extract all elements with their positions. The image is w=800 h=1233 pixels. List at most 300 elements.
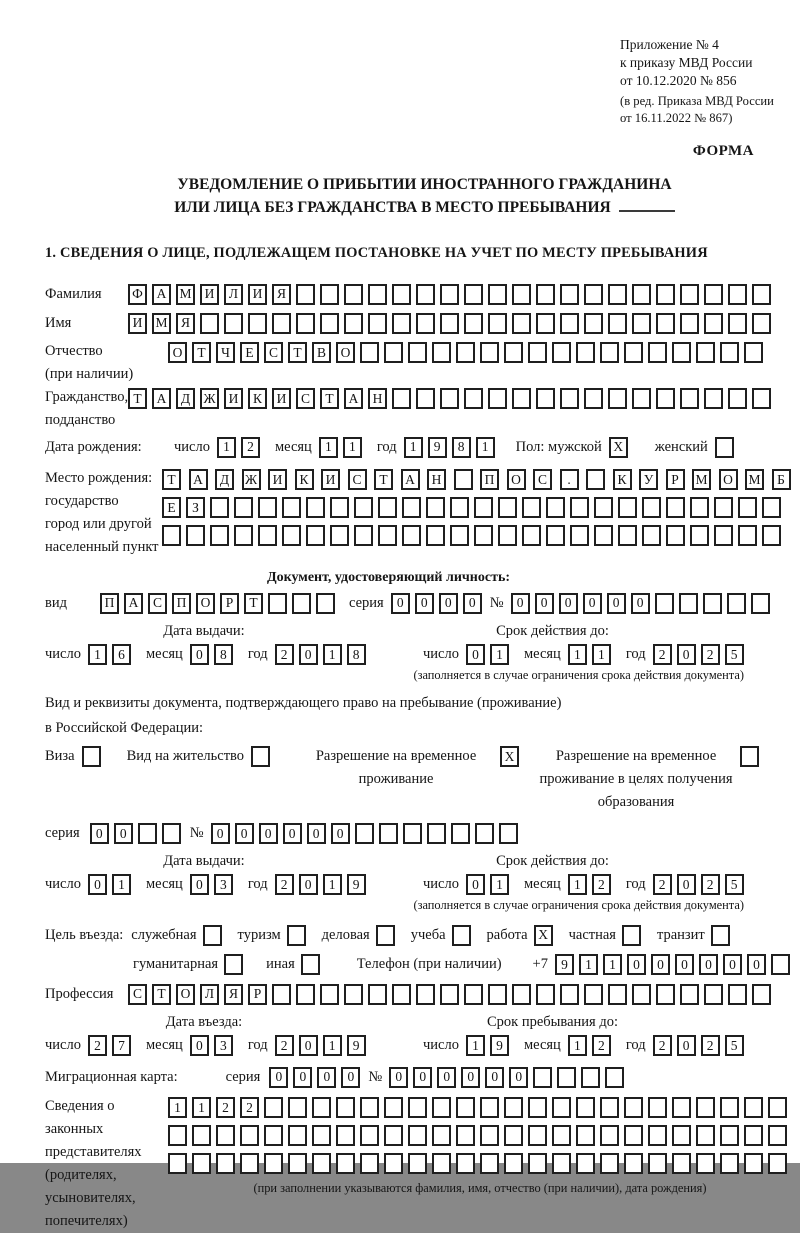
form-cell[interactable] (403, 823, 422, 844)
form-cell[interactable] (376, 925, 395, 946)
form-cell[interactable] (312, 1097, 331, 1118)
form-cell[interactable] (594, 525, 613, 546)
form-cell[interactable]: 0 (299, 874, 318, 895)
form-cell[interactable]: Н (368, 388, 387, 409)
form-cell[interactable]: 2 (88, 1035, 107, 1056)
form-cell[interactable] (432, 1153, 451, 1174)
form-cell[interactable]: 2 (701, 874, 720, 895)
form-cell[interactable] (632, 313, 651, 334)
form-cell[interactable] (768, 1125, 787, 1146)
form-cell[interactable] (408, 1125, 427, 1146)
form-cell[interactable]: 2 (701, 1035, 720, 1056)
form-cell[interactable] (224, 954, 243, 975)
form-cell[interactable] (552, 1125, 571, 1146)
form-cell[interactable] (464, 313, 483, 334)
form-cell[interactable] (162, 823, 181, 844)
form-cell[interactable]: 8 (347, 644, 366, 665)
form-cell[interactable] (210, 525, 229, 546)
form-cell[interactable] (648, 1097, 667, 1118)
form-cell[interactable] (608, 388, 627, 409)
form-cell[interactable] (464, 284, 483, 305)
form-cell[interactable]: 1 (490, 644, 509, 665)
form-cell[interactable] (512, 284, 531, 305)
form-cell[interactable]: Р (220, 593, 239, 614)
form-cell[interactable] (360, 342, 379, 363)
form-cell[interactable] (408, 342, 427, 363)
form-cell[interactable]: М (176, 284, 195, 305)
form-cell[interactable] (618, 525, 637, 546)
form-cell[interactable]: 0 (413, 1067, 432, 1088)
form-cell[interactable]: Т (152, 984, 171, 1005)
form-cell[interactable] (704, 284, 723, 305)
form-cell[interactable] (504, 1153, 523, 1174)
form-cell[interactable] (552, 1097, 571, 1118)
form-cell[interactable] (440, 284, 459, 305)
form-cell[interactable] (480, 1153, 499, 1174)
form-cell[interactable] (452, 925, 471, 946)
form-cell[interactable] (384, 1125, 403, 1146)
form-cell[interactable] (474, 497, 493, 518)
form-cell[interactable] (512, 313, 531, 334)
form-cell[interactable]: 0 (535, 593, 554, 614)
form-cell[interactable] (450, 525, 469, 546)
form-cell[interactable]: 0 (461, 1067, 480, 1088)
form-cell[interactable] (378, 497, 397, 518)
form-cell[interactable] (714, 497, 733, 518)
form-cell[interactable] (704, 984, 723, 1005)
form-cell[interactable] (576, 1153, 595, 1174)
form-cell[interactable] (512, 388, 531, 409)
form-cell[interactable] (672, 1153, 691, 1174)
form-cell[interactable]: 0 (389, 1067, 408, 1088)
form-cell[interactable]: А (124, 593, 143, 614)
form-cell[interactable] (576, 1125, 595, 1146)
form-cell[interactable] (355, 823, 374, 844)
form-cell[interactable] (240, 1153, 259, 1174)
form-cell[interactable] (186, 525, 205, 546)
form-cell[interactable] (440, 984, 459, 1005)
form-cell[interactable] (456, 1097, 475, 1118)
form-cell[interactable] (728, 984, 747, 1005)
form-cell[interactable] (402, 525, 421, 546)
form-cell[interactable] (752, 984, 771, 1005)
form-cell[interactable]: X (500, 746, 519, 767)
form-cell[interactable] (656, 284, 675, 305)
form-cell[interactable] (672, 1097, 691, 1118)
form-cell[interactable] (488, 984, 507, 1005)
form-cell[interactable]: 0 (437, 1067, 456, 1088)
form-cell[interactable]: 0 (317, 1067, 336, 1088)
form-cell[interactable] (288, 1097, 307, 1118)
form-cell[interactable] (288, 1153, 307, 1174)
form-cell[interactable] (711, 925, 730, 946)
form-cell[interactable] (600, 1097, 619, 1118)
form-cell[interactable]: 1 (603, 954, 622, 975)
form-cell[interactable]: 9 (347, 1035, 366, 1056)
form-cell[interactable] (488, 388, 507, 409)
form-cell[interactable] (251, 746, 270, 767)
form-cell[interactable]: 1 (323, 644, 342, 665)
form-cell[interactable]: Р (666, 469, 685, 490)
form-cell[interactable] (296, 313, 315, 334)
form-cell[interactable]: 1 (579, 954, 598, 975)
form-cell[interactable] (354, 525, 373, 546)
form-cell[interactable] (301, 954, 320, 975)
form-cell[interactable] (584, 284, 603, 305)
form-cell[interactable]: 2 (701, 644, 720, 665)
form-cell[interactable] (624, 1097, 643, 1118)
form-cell[interactable] (368, 984, 387, 1005)
form-cell[interactable]: 1 (404, 437, 423, 458)
form-cell[interactable] (536, 284, 555, 305)
form-cell[interactable]: 9 (347, 874, 366, 895)
form-cell[interactable] (608, 313, 627, 334)
form-cell[interactable]: Л (224, 284, 243, 305)
form-cell[interactable] (768, 1153, 787, 1174)
form-cell[interactable] (306, 525, 325, 546)
form-cell[interactable] (728, 313, 747, 334)
form-cell[interactable]: 2 (653, 874, 672, 895)
form-cell[interactable] (570, 525, 589, 546)
form-cell[interactable] (679, 593, 698, 614)
form-cell[interactable] (392, 984, 411, 1005)
form-cell[interactable]: 1 (343, 437, 362, 458)
form-cell[interactable] (546, 525, 565, 546)
form-cell[interactable] (268, 593, 287, 614)
form-cell[interactable]: Т (162, 469, 181, 490)
form-cell[interactable] (82, 746, 101, 767)
form-cell[interactable] (480, 1125, 499, 1146)
form-cell[interactable]: Т (320, 388, 339, 409)
form-cell[interactable] (727, 593, 746, 614)
form-cell[interactable] (272, 984, 291, 1005)
form-cell[interactable] (416, 388, 435, 409)
form-cell[interactable] (576, 342, 595, 363)
form-cell[interactable] (586, 469, 605, 490)
form-cell[interactable]: 0 (699, 954, 718, 975)
form-cell[interactable] (504, 1125, 523, 1146)
form-cell[interactable]: С (348, 469, 367, 490)
form-cell[interactable]: С (128, 984, 147, 1005)
form-cell[interactable] (216, 1153, 235, 1174)
form-cell[interactable] (762, 525, 781, 546)
form-cell[interactable] (728, 284, 747, 305)
form-cell[interactable] (240, 1125, 259, 1146)
form-cell[interactable] (584, 313, 603, 334)
form-cell[interactable] (330, 525, 349, 546)
form-cell[interactable] (480, 1097, 499, 1118)
form-cell[interactable]: О (336, 342, 355, 363)
form-cell[interactable] (450, 497, 469, 518)
form-cell[interactable] (648, 342, 667, 363)
form-cell[interactable]: 3 (214, 874, 233, 895)
form-cell[interactable]: 2 (592, 1035, 611, 1056)
form-cell[interactable] (528, 342, 547, 363)
form-cell[interactable] (744, 1125, 763, 1146)
form-cell[interactable]: 1 (192, 1097, 211, 1118)
form-cell[interactable] (451, 823, 470, 844)
form-cell[interactable]: 0 (511, 593, 530, 614)
form-cell[interactable]: Т (192, 342, 211, 363)
form-cell[interactable] (680, 984, 699, 1005)
form-cell[interactable]: 5 (725, 1035, 744, 1056)
form-cell[interactable]: К (613, 469, 632, 490)
form-cell[interactable] (696, 1097, 715, 1118)
form-cell[interactable]: 9 (490, 1035, 509, 1056)
form-cell[interactable]: 2 (592, 874, 611, 895)
form-cell[interactable] (344, 313, 363, 334)
form-cell[interactable] (752, 313, 771, 334)
form-cell[interactable]: 3 (214, 1035, 233, 1056)
form-cell[interactable]: Я (272, 284, 291, 305)
form-cell[interactable] (440, 313, 459, 334)
form-cell[interactable] (720, 1125, 739, 1146)
form-cell[interactable]: Д (176, 388, 195, 409)
form-cell[interactable] (624, 342, 643, 363)
form-cell[interactable] (624, 1153, 643, 1174)
form-cell[interactable]: 0 (559, 593, 578, 614)
form-cell[interactable] (416, 284, 435, 305)
form-cell[interactable] (306, 497, 325, 518)
form-cell[interactable]: Я (224, 984, 243, 1005)
form-cell[interactable] (522, 497, 541, 518)
form-cell[interactable] (704, 313, 723, 334)
form-cell[interactable]: 1 (217, 437, 236, 458)
form-cell[interactable] (168, 1153, 187, 1174)
form-cell[interactable]: 0 (190, 1035, 209, 1056)
form-cell[interactable]: В (312, 342, 331, 363)
form-cell[interactable]: И (224, 388, 243, 409)
form-cell[interactable] (656, 313, 675, 334)
form-cell[interactable] (498, 525, 517, 546)
form-cell[interactable]: Я (176, 313, 195, 334)
form-cell[interactable] (499, 823, 518, 844)
form-cell[interactable] (408, 1097, 427, 1118)
form-cell[interactable] (464, 388, 483, 409)
form-cell[interactable] (720, 1153, 739, 1174)
form-cell[interactable] (533, 1067, 552, 1088)
form-cell[interactable]: 2 (275, 874, 294, 895)
form-cell[interactable]: Д (215, 469, 234, 490)
form-cell[interactable]: Е (240, 342, 259, 363)
form-cell[interactable] (475, 823, 494, 844)
form-cell[interactable] (384, 1153, 403, 1174)
form-cell[interactable] (426, 497, 445, 518)
form-cell[interactable]: И (128, 313, 147, 334)
form-cell[interactable] (680, 284, 699, 305)
form-cell[interactable] (296, 984, 315, 1005)
form-cell[interactable]: 0 (190, 874, 209, 895)
form-cell[interactable] (368, 313, 387, 334)
form-cell[interactable] (344, 984, 363, 1005)
form-cell[interactable]: А (401, 469, 420, 490)
form-cell[interactable] (751, 593, 770, 614)
form-cell[interactable] (605, 1067, 624, 1088)
form-cell[interactable]: К (248, 388, 267, 409)
form-cell[interactable] (292, 593, 311, 614)
form-cell[interactable] (312, 1125, 331, 1146)
form-cell[interactable] (216, 1125, 235, 1146)
form-cell[interactable] (696, 1125, 715, 1146)
form-cell[interactable]: А (189, 469, 208, 490)
form-cell[interactable] (608, 984, 627, 1005)
form-cell[interactable] (512, 984, 531, 1005)
form-cell[interactable] (234, 525, 253, 546)
form-cell[interactable]: И (248, 284, 267, 305)
form-cell[interactable] (203, 925, 222, 946)
form-cell[interactable]: 6 (112, 644, 131, 665)
form-cell[interactable] (656, 388, 675, 409)
form-cell[interactable] (192, 1125, 211, 1146)
form-cell[interactable]: 2 (653, 644, 672, 665)
form-cell[interactable]: 1 (88, 644, 107, 665)
form-cell[interactable]: 0 (299, 644, 318, 665)
form-cell[interactable]: 0 (466, 644, 485, 665)
form-cell[interactable]: Б (772, 469, 791, 490)
form-cell[interactable]: 2 (275, 644, 294, 665)
form-cell[interactable] (762, 497, 781, 518)
form-cell[interactable] (392, 284, 411, 305)
form-cell[interactable]: Т (374, 469, 393, 490)
form-cell[interactable] (432, 1097, 451, 1118)
form-cell[interactable]: 1 (466, 1035, 485, 1056)
form-cell[interactable] (771, 954, 790, 975)
form-cell[interactable] (672, 1125, 691, 1146)
form-cell[interactable] (744, 1097, 763, 1118)
form-cell[interactable]: 0 (485, 1067, 504, 1088)
form-cell[interactable]: К (295, 469, 314, 490)
form-cell[interactable]: 0 (331, 823, 350, 844)
form-cell[interactable]: Н (427, 469, 446, 490)
form-cell[interactable] (384, 1097, 403, 1118)
form-cell[interactable] (258, 497, 277, 518)
form-cell[interactable] (416, 984, 435, 1005)
form-cell[interactable] (600, 1153, 619, 1174)
form-cell[interactable] (272, 313, 291, 334)
form-cell[interactable]: С (296, 388, 315, 409)
form-cell[interactable]: П (480, 469, 499, 490)
form-cell[interactable] (288, 1125, 307, 1146)
form-cell[interactable]: 1 (476, 437, 495, 458)
form-cell[interactable] (536, 313, 555, 334)
form-cell[interactable] (360, 1153, 379, 1174)
form-cell[interactable]: 1 (323, 1035, 342, 1056)
form-cell[interactable] (536, 388, 555, 409)
form-cell[interactable]: Р (248, 984, 267, 1005)
form-cell[interactable] (584, 984, 603, 1005)
form-cell[interactable] (427, 823, 446, 844)
form-cell[interactable]: 0 (677, 1035, 696, 1056)
form-cell[interactable]: О (176, 984, 195, 1005)
form-cell[interactable]: О (507, 469, 526, 490)
form-cell[interactable] (336, 1125, 355, 1146)
form-cell[interactable]: 0 (293, 1067, 312, 1088)
form-cell[interactable]: Ф (128, 284, 147, 305)
form-cell[interactable]: П (100, 593, 119, 614)
form-cell[interactable] (354, 497, 373, 518)
form-cell[interactable]: 0 (235, 823, 254, 844)
form-cell[interactable] (720, 1097, 739, 1118)
form-cell[interactable] (488, 284, 507, 305)
form-cell[interactable] (624, 1125, 643, 1146)
form-cell[interactable]: X (609, 437, 628, 458)
form-cell[interactable] (168, 1125, 187, 1146)
form-cell[interactable] (738, 525, 757, 546)
form-cell[interactable]: 8 (452, 437, 471, 458)
form-cell[interactable] (560, 388, 579, 409)
form-cell[interactable] (655, 593, 674, 614)
form-cell[interactable] (680, 313, 699, 334)
form-cell[interactable] (528, 1153, 547, 1174)
form-cell[interactable]: А (344, 388, 363, 409)
form-cell[interactable] (392, 388, 411, 409)
form-cell[interactable] (454, 469, 473, 490)
form-cell[interactable] (666, 525, 685, 546)
form-cell[interactable] (378, 525, 397, 546)
form-cell[interactable] (552, 342, 571, 363)
form-cell[interactable]: 5 (725, 644, 744, 665)
form-cell[interactable]: О (168, 342, 187, 363)
form-cell[interactable]: 1 (490, 874, 509, 895)
form-cell[interactable]: 1 (168, 1097, 187, 1118)
form-cell[interactable]: 2 (241, 437, 260, 458)
form-cell[interactable]: С (533, 469, 552, 490)
form-cell[interactable] (360, 1097, 379, 1118)
form-cell[interactable] (224, 313, 243, 334)
form-cell[interactable] (200, 313, 219, 334)
form-cell[interactable]: 0 (391, 593, 410, 614)
form-cell[interactable]: 0 (211, 823, 230, 844)
form-cell[interactable]: 0 (307, 823, 326, 844)
form-cell[interactable]: Т (128, 388, 147, 409)
form-cell[interactable]: Ж (242, 469, 261, 490)
form-cell[interactable]: 2 (216, 1097, 235, 1118)
form-cell[interactable] (536, 984, 555, 1005)
form-cell[interactable] (672, 342, 691, 363)
form-cell[interactable] (715, 437, 734, 458)
form-cell[interactable] (282, 497, 301, 518)
form-cell[interactable] (432, 342, 451, 363)
form-cell[interactable] (632, 388, 651, 409)
form-cell[interactable] (632, 284, 651, 305)
form-cell[interactable] (642, 497, 661, 518)
form-cell[interactable] (312, 1153, 331, 1174)
form-cell[interactable] (264, 1097, 283, 1118)
form-cell[interactable]: 0 (299, 1035, 318, 1056)
form-cell[interactable]: 1 (112, 874, 131, 895)
form-cell[interactable] (704, 388, 723, 409)
form-cell[interactable]: 0 (439, 593, 458, 614)
form-cell[interactable] (336, 1097, 355, 1118)
form-cell[interactable]: 0 (607, 593, 626, 614)
form-cell[interactable]: 0 (269, 1067, 288, 1088)
form-cell[interactable]: 0 (627, 954, 646, 975)
form-cell[interactable] (557, 1067, 576, 1088)
form-cell[interactable] (320, 284, 339, 305)
form-cell[interactable] (546, 497, 565, 518)
form-cell[interactable]: 5 (725, 874, 744, 895)
form-cell[interactable]: 0 (283, 823, 302, 844)
form-cell[interactable] (608, 284, 627, 305)
form-cell[interactable] (360, 1125, 379, 1146)
form-cell[interactable] (138, 823, 157, 844)
form-cell[interactable] (522, 525, 541, 546)
form-cell[interactable] (258, 525, 277, 546)
form-cell[interactable] (618, 497, 637, 518)
form-cell[interactable] (498, 497, 517, 518)
form-cell[interactable] (384, 342, 403, 363)
form-cell[interactable]: М (745, 469, 764, 490)
